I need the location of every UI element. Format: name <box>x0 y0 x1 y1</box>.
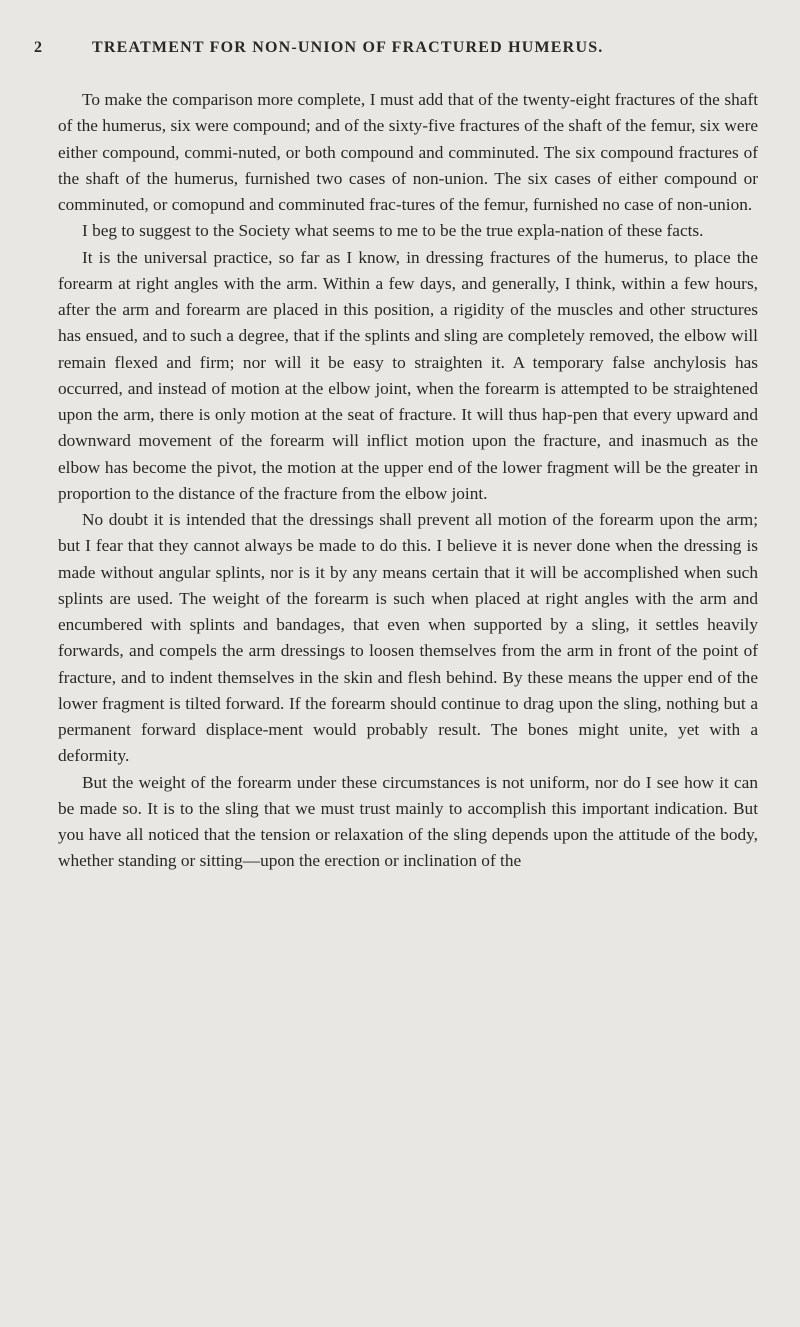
paragraph: But the weight of the forearm under these circumstances is not uniform, nor do I see how it can be made so. It is to the sling that we must trust mainly to accomplish this important indication. But you have all noticed that the tension or relaxation of the sling depends upon the attitude of the body, whether standing or sitting—upon the erection or inclination of the <box>58 772 758 871</box>
page-number: 2 <box>34 39 44 56</box>
paragraph: I beg to suggest to the Society what seems to me to be the true expla-nation of these facts. <box>82 221 704 241</box>
running-head-title: TREATMENT FOR NON-UNION OF FRACTURED HUMERUS. <box>92 39 604 56</box>
paragraph: No doubt it is intended that the dressings shall prevent all motion of the forearm upon the arm; but I fear that they cannot always be made to do this. I believe it is never done when the dressing is made without angular splints, nor is it by any means certain that it will be accomplished when such splints are used. The weight of the forearm is such when placed at right angles with the arm and encumbered with splints and bandages, that even when supported by a sling, it settles heavily forwards, and compels the arm dressings to loosen themselves from the arm in front of the point of fracture, and to indent themselves in the skin and flesh behind. By these means the upper end of the lower fragment is tilted forward. If the forearm should continue to drag upon the sling, nothing but a permanent forward displace-ment would probably result. The bones might unite, yet with a deformity. <box>58 510 758 766</box>
body-text <box>58 87 758 875</box>
paragraph: It is the universal practice, so far as I know, in dressing fractures of the humerus, to place the forearm at right angles with the arm. Within a few days, and generally, I think, within a few hours, after the arm and forearm are placed in this position, a rigidity of the muscles and other structures has ensued, and to such a degree, that if the splints and sling are completely removed, the elbow will remain flexed and firm; nor will it be easy to straighten it. A temporary false anchylosis has occurred, and instead of motion at the elbow joint, when the forearm is attempted to be straightened upon the arm, there is only motion at the seat of fracture. It will thus hap-pen that every upward and downward movement of the forearm will inflict motion upon the fracture, and inasmuch as the elbow has become the pivot, the motion at the upper end of the lower fragment will be the greater in proportion to the distance of the fracture from the elbow joint. <box>58 247 758 503</box>
paragraph: To make the comparison more complete, I must add that of the twenty-eight fractures of the shaft of the humerus, six were compound; and of the sixty-five fractures of the shaft of the femur, six were either compound, commi-nuted, or both compound and comminuted. The six compound fractures of the shaft of the humerus, furnished two cases of non-union. The six cases of either compound or comminuted, or comopund and comminuted frac-tures of the femur, furnished no case of non-union. <box>58 90 758 214</box>
